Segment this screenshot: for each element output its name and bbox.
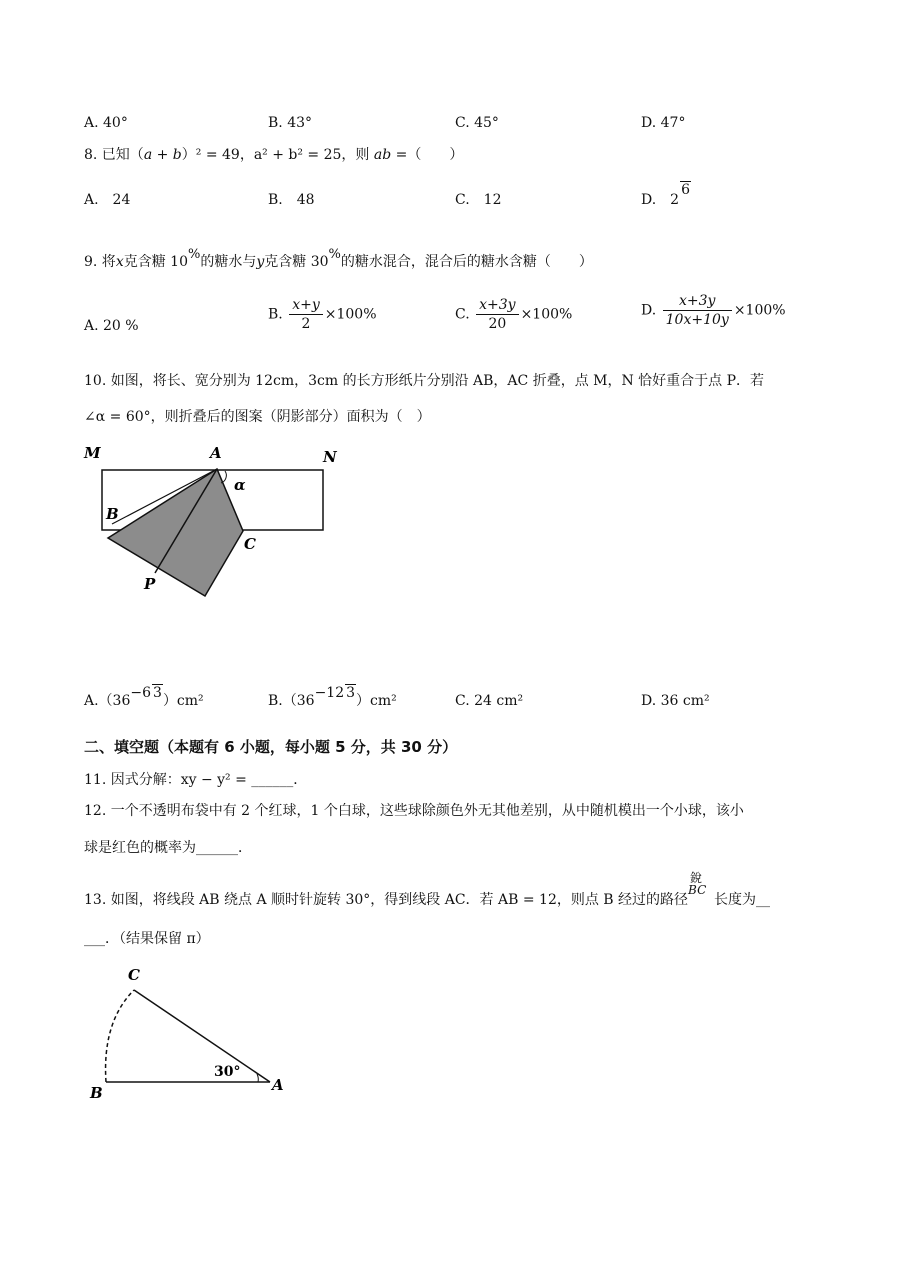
arc-notation: 銳 BC: [688, 871, 707, 897]
q10-stem-line1: 10. 如图，将长、宽分别为 12cm，3cm 的长方形纸片分别沿 AB，AC 折叠，点 M，N 恰好重合于点 P．若: [84, 373, 765, 389]
label-A: A: [210, 444, 222, 462]
q10-option-c: C. 24 cm²: [455, 693, 524, 709]
angle-mark: [257, 1074, 258, 1082]
angle-label: 30°: [214, 1064, 241, 1080]
sqrt-symbol: 6: [681, 182, 691, 198]
q11-stem: 11. 因式分解：xy − y² = ______．: [84, 772, 308, 788]
q8-option-b: B. 48: [268, 192, 315, 208]
label-B: B: [106, 505, 119, 523]
label-N: N: [323, 448, 337, 466]
folded-shaded-region: [108, 469, 243, 596]
q13-figure: [84, 962, 294, 1107]
label-B: B: [90, 1084, 103, 1102]
q10-option-a: A.（36−6 3）cm²: [84, 685, 204, 709]
fraction: $\frac{x+3y}{10x+10y}$: [663, 292, 732, 329]
segment-ac: [134, 990, 270, 1082]
label-C: C: [244, 535, 256, 553]
q10-stem-line2: ∠α = 60°，则折叠后的图案（阴影部分）面积为（ ）: [84, 409, 431, 425]
q10-option-b: B.（36−12 3）cm²: [268, 685, 397, 709]
q8-option-c: C. 12: [455, 192, 502, 208]
fraction: $\frac{x+3y}{20}$: [476, 296, 518, 333]
q12-stem-line2: 球是红色的概率为______．: [84, 840, 252, 856]
q7-option-b: B. 43°: [268, 115, 313, 131]
fraction: $\frac{x+y}{2}$: [289, 296, 323, 333]
q7-option-c: C. 45°: [455, 115, 499, 131]
q9-option-b: B. $\frac{x+y}{2}$ ×100%: [268, 297, 377, 332]
label-M: M: [84, 444, 101, 462]
sqrt-symbol: 3: [153, 685, 162, 701]
q10-figure: [80, 440, 350, 600]
arc-bc: [106, 990, 134, 1082]
q8-option-a: A. 24: [84, 192, 131, 208]
sqrt-symbol: 3: [346, 685, 356, 701]
label-P: P: [144, 575, 156, 593]
label-alpha: α: [234, 476, 246, 494]
section-title: 二、填空题（本题有 6 小题，每小题 5 分，共 30 分）: [84, 738, 458, 756]
q9-option-c: C. $\frac{x+3y}{20}$ ×100%: [455, 297, 573, 332]
q7-option-a: A. 40°: [84, 115, 128, 131]
q13-stem-line1: 13. 如图，将线段 AB 绕点 A 顺时针旋转 30°，得到线段 AC．若 AB = 12，则点 B 经过的路径 銳 BC 长度为__: [84, 871, 771, 908]
q8-stem: 8. 已知（a + b）² = 49，a² + b² = 25，则 ab =（ ）: [84, 147, 464, 163]
q7-option-d: D. 47°: [641, 115, 686, 131]
q8-option-d: D. 26: [641, 182, 691, 208]
q13-stem-line2: ___．（结果保留 π）: [84, 931, 210, 947]
q12-stem-line1: 12. 一个不透明布袋中有 2 个红球，1 个白球，这些球除颜色外无其他差别，从中随机模出一个小球，该小: [84, 803, 744, 819]
q10-option-d: D. 36 cm²: [641, 693, 710, 709]
q9-stem: 9. 将x克含糖 10%的糖水与y克含糖 30%的糖水混合，混合后的糖水含糖（ ）: [84, 247, 593, 270]
label-A: A: [272, 1076, 284, 1094]
q9-option-a: A. 20 %: [84, 318, 139, 334]
label-C: C: [128, 966, 140, 984]
q9-option-d: D. $\frac{x+3y}{10x+10y}$ ×100%: [641, 293, 786, 328]
